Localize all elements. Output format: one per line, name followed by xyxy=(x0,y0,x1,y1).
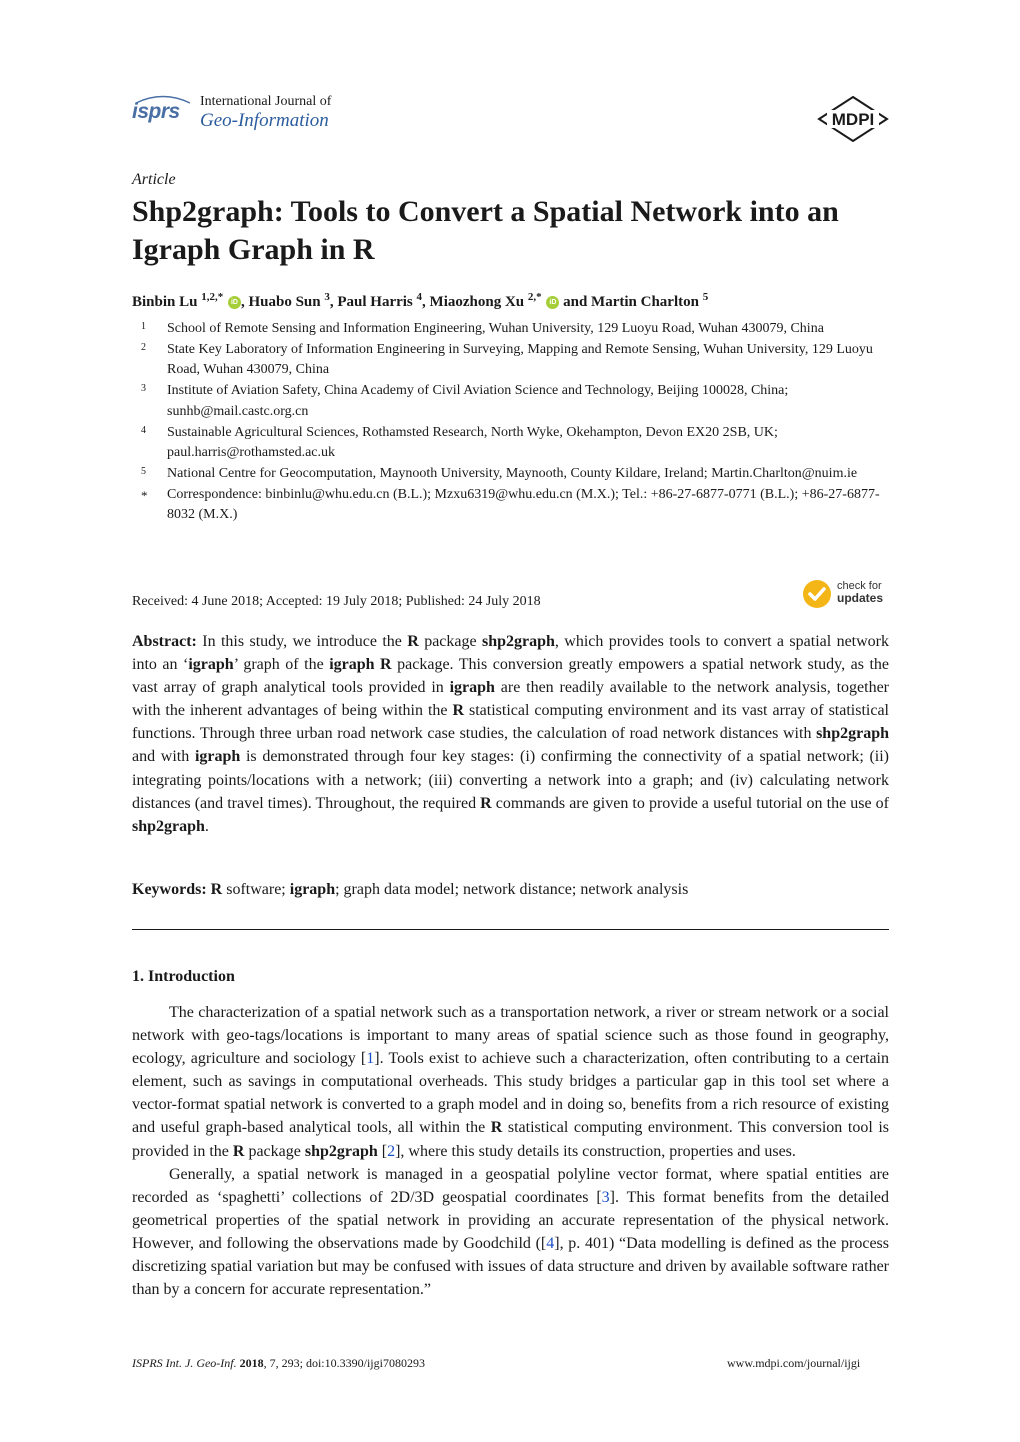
correspondence-item xyxy=(132,485,892,526)
abstract-text: ’ graph of the xyxy=(233,656,330,674)
footer-volume-doi: , 7, 293; doi:10.3390/ijgi7080293 xyxy=(263,1356,425,1370)
abstract-bold: R xyxy=(407,633,419,650)
section-heading: 1. Introduction xyxy=(132,968,235,985)
paragraph-bold: R xyxy=(232,1142,245,1160)
check-for-updates-button[interactable] xyxy=(802,578,892,610)
keywords-label: Keywords: xyxy=(132,881,207,898)
citation-link[interactable]: 4 xyxy=(546,1234,555,1252)
author-name: , Miaozhong Xu xyxy=(422,294,525,310)
paragraph-bold: R xyxy=(490,1119,503,1137)
abstract-bold: igraph xyxy=(188,656,234,674)
affiliation-list xyxy=(132,319,892,526)
author-affiliation-marker: 2,* xyxy=(527,291,542,303)
section-divider xyxy=(132,929,889,930)
affiliation-text: Institute of Aviation Safety, China Academy of Civil Aviation Science and Technology, Beijing 100028, China; sunhb@mail.castc.org.cn xyxy=(167,383,789,419)
author-affiliation-marker: 4 xyxy=(416,291,423,303)
publication-dates: Received: 4 June 2018; Accepted: 19 July 2018; Published: 24 July 2018 xyxy=(132,594,541,609)
mdpi-logo-icon xyxy=(817,96,889,142)
abstract-text: In this study, we introduce the xyxy=(196,633,408,650)
author-affiliation-marker: 3 xyxy=(324,291,330,303)
paragraph-text: ]. Tools exist to achieve such a characterization, often contributing to a certain element, such as savings in computational overheads. This study bridges a particular gap in this tool set where a vector-format spatial network is converted to a graph model and in doing so, benefits from a rich resource of existing and useful graph-based analytical tools, all within the xyxy=(132,1050,889,1137)
affiliation-number: 4 xyxy=(141,424,146,436)
check-updates-line1: check for xyxy=(837,580,882,592)
keywords-bold: igraph xyxy=(289,881,336,898)
affiliation-number: 3 xyxy=(141,383,146,395)
correspondence-marker: * xyxy=(141,487,148,503)
paragraph-text: ], p. 401) “Data modelling is defined as the process discretizing spatial variation but may be confused with issues of data structure and driven by available software rather than by a concern for accurate representation.” xyxy=(132,1234,889,1299)
orcid-icon[interactable]: iD xyxy=(228,296,241,309)
abstract-bold: igraph xyxy=(194,748,241,766)
affiliation-number: 1 xyxy=(141,321,146,332)
footer-year: 2018 xyxy=(239,1356,264,1370)
author-affiliation-marker: 1,2,* xyxy=(201,291,224,303)
author-name: , Huabo Sun xyxy=(240,294,321,310)
abstract-text: package. This conversion greatly empowers a spatial network study, as the vast array of graph analytical tools provided in xyxy=(132,656,890,697)
journal-name-line2: Geo-Information xyxy=(200,110,329,131)
mdpi-logo-text: MDPI xyxy=(831,110,875,129)
citation-link[interactable]: 3 xyxy=(601,1188,610,1206)
paragraph xyxy=(132,1001,889,1163)
keywords-bold: R xyxy=(210,881,223,898)
abstract xyxy=(132,630,889,838)
citation-link[interactable]: 2 xyxy=(387,1142,396,1160)
check-updates-icon xyxy=(802,579,832,609)
abstract-bold: igraph R xyxy=(329,656,392,674)
abstract-bold: R xyxy=(452,702,465,720)
abstract-text: is demonstrated through four key stages: (i) confirming the connectivity of a spatial network; (ii) integrating points/locations with a network; (iii) converting a network into a graph; and (iv) calculating network distances (and travel times). Throughout, the required xyxy=(132,748,890,812)
paragraph-text: ], where this study details its construction, properties and uses. xyxy=(395,1142,796,1160)
affiliation-item xyxy=(132,423,892,464)
orcid-icon[interactable]: iD xyxy=(546,296,559,309)
check-updates-line2: updates xyxy=(837,591,884,605)
paragraph-text: package xyxy=(244,1142,305,1160)
abstract-label: Abstract: xyxy=(132,633,197,650)
introduction-body xyxy=(132,1001,889,1301)
abstract-bold: shp2graph xyxy=(132,817,205,835)
paragraph-bold: shp2graph xyxy=(304,1142,378,1160)
paragraph-text: [ xyxy=(377,1142,388,1160)
affiliation-text: State Key Laboratory of Information Engineering in Surveying, Mapping and Remote Sensing, Wuhan University, 129 Luoyu Road, Wuhan 430079, China xyxy=(167,341,873,378)
affiliation-text: Sustainable Agricultural Sciences, Rothamsted Research, North Wyke, Okehampton, Devon EX20 2SB, UK; paul.harris@rothamsted.ac.uk xyxy=(167,424,778,461)
abstract-bold: shp2graph xyxy=(816,725,889,743)
check-updates-label xyxy=(837,580,883,604)
journal-logo xyxy=(132,92,452,137)
paragraph-text: ]. This format benefits from the detailed geometrical properties of the spatial network in providing an accurate representation of the physical network. However, and following the observations made by Goodchild ([ xyxy=(132,1188,889,1252)
footer-journal-url[interactable]: www.mdpi.com/journal/ijgi xyxy=(727,1356,861,1370)
abstract-text: commands are given to provide a useful tutorial on the use of xyxy=(491,794,889,812)
affiliation-text: School of Remote Sensing and Information Engineering, Wuhan University, 129 Luoyu Road, Wuhan 430079, China xyxy=(167,321,824,336)
abstract-bold: igraph xyxy=(449,679,495,697)
affiliation-number: 2 xyxy=(141,341,146,353)
abstract-text: statistical computing environment and its vast array of statistical functions. Through three urban road network case studies, the calculation of road network distances with xyxy=(132,702,889,743)
affiliation-item xyxy=(132,381,892,422)
author-name: Binbin Lu xyxy=(132,294,198,310)
author-name: , Paul Harris xyxy=(329,294,413,310)
affiliation-text: National Centre for Geocomputation, Maynooth University, Maynooth, County Kildare, Ireland; Martin.Charlton@nuim.ie xyxy=(167,465,858,481)
paragraph-text: The characterization of a spatial network such as a transportation network, a river or stream network or a social network with geo-tags/locations is important to many areas of spatial science such as those found in geography, ecology, agriculture and sociology [ xyxy=(132,1004,889,1068)
keywords-text: ; graph data model; network distance; network analysis xyxy=(335,881,689,898)
author-list xyxy=(132,291,708,311)
journal-name-line1: International Journal of xyxy=(200,94,332,109)
footer-citation xyxy=(132,1356,425,1371)
affiliation-item xyxy=(132,340,892,381)
paragraph-text: Generally, a spatial network is managed in a geospatial polyline vector format, where spatial entities are recorded as ‘spaghetti’ collections of 2D/3D geospatial coordinates [ xyxy=(132,1165,889,1206)
affiliation-number: 5 xyxy=(141,465,146,477)
abstract-text: , which provides tools to convert a spatial network into an ‘ xyxy=(132,633,889,674)
abstract-text: and with xyxy=(132,748,195,766)
abstract-text: package xyxy=(418,633,482,650)
affiliation-item xyxy=(132,464,892,485)
paragraph xyxy=(132,1163,889,1302)
isprs-logo-text: isprs xyxy=(132,100,180,123)
abstract-bold: shp2graph xyxy=(481,633,555,650)
paragraph-text: statistical computing environment. This conversion tool is provided in the xyxy=(132,1119,890,1160)
author-affiliation-marker: 5 xyxy=(702,291,709,303)
abstract-bold: R xyxy=(480,794,492,812)
abstract-text: . xyxy=(204,817,209,835)
citation-link[interactable]: 1 xyxy=(366,1050,375,1068)
abstract-text: are then readily available to the network analysis, together with the inherent advantages of being within the xyxy=(132,679,889,720)
keywords-text: software; xyxy=(222,881,290,898)
article-type-label: Article xyxy=(132,171,176,188)
affiliation-item xyxy=(132,319,892,340)
correspondence-text: Correspondence: binbinlu@whu.edu.cn (B.L.); Mzxu6319@whu.edu.cn (M.X.); Tel.: +86-27-6877-0771 (B.L.); +86-27-6877-8032 (M.X.) xyxy=(167,486,880,523)
keywords xyxy=(132,881,688,899)
paper-title: Shp2graph: Tools to Convert a Spatial Network into an Igraph Graph in R xyxy=(132,195,839,266)
author-name: and Martin Charlton xyxy=(559,294,699,310)
footer-journal-abbrev: ISPRS Int. J. Geo-Inf. xyxy=(132,1356,237,1370)
